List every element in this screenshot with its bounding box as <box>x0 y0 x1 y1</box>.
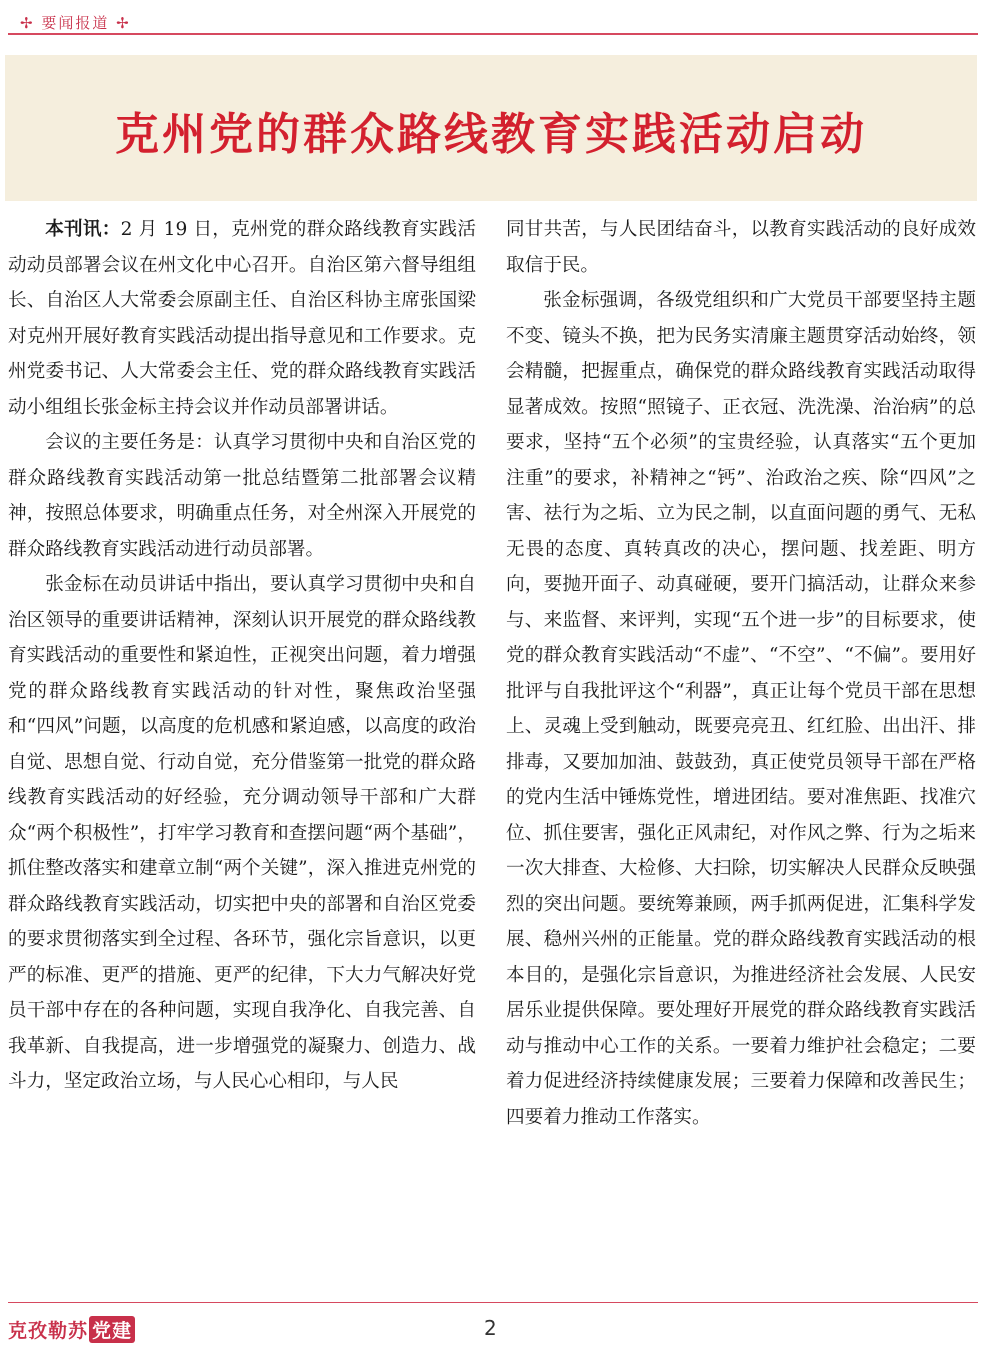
continued-paragraph: 同甘共苦，与人民团结奋斗，以教育实践活动的良好成效取信于民。 <box>506 219 976 276</box>
left-column <box>8 212 476 1100</box>
lead-paragraph <box>8 212 476 425</box>
bottom-divider <box>8 1302 978 1303</box>
title-banner <box>5 55 977 201</box>
paragraph-text: 2 月 19 日，克州党的群众路线教育实践活动动员部署会议在州文化中心召开。自治区第六督导组组长、自治区人大常委会原副主任、自治区科协主席张国梁对克州开展好教育实践活动提出指导意见和工作要求。克州党委书记、人大常委会主任、党的群众路线教育实践活动小组组长张金标主持会议并作动员部署讲话。 <box>8 219 476 418</box>
page-number: 2 <box>484 1316 497 1340</box>
brand-tag: 党建 <box>89 1316 135 1343</box>
brand-text: 克孜勒苏 <box>8 1320 89 1342</box>
paragraph: 张金标强调，各级党组织和广大党员干部要坚持主题不变、镜头不换，把为民务实清廉主题贯穿活动始终，领会精髓，把握重点，确保党的群众路线教育实践活动取得显著成效。按照“照镜子、正衣冠、洗洗澡、治治病”的总要求，坚持“五个必须”的宝贵经验，认真落实“五个更加注重”的要求，补精神之“钙”、治政治之疾、除“四风”之害、祛行为之垢、立为民之制，以直面问题的勇气、无私无畏的态度、真转真改的决心，摆问题、找差距、明方向，要抛开面子、动真碰硬，要开门搞活动，让群众来参与、来监督、来评判，实现“五个进一步”的目标要求，使党的群众教育实践活动“不虚”、“不空”、“不偏”。要用好批评与自我批评这个“利器”，真正让每个党员干部在思想上、灵魂上受到触动，既要亮亮丑、红红脸、出出汗、排排毒，又要加加油、鼓鼓劲，真正使党员领导干部在严格的党内生活中锤炼党性，增进团结。要对准焦距、找准穴位、抓住要害，强化正风肃纪，对作风之弊、行为之垢来一次大排查、大检修、大扫除，切实解决人民群众反映强烈的突出问题。要统筹兼顾，两手抓两促进，汇集科学发展、稳州兴州的正能量。党的群众路线教育实践活动的根本目的，是强化宗旨意识，为推进经济社会发展、人民安居乐业提供保障。要处理好开展党的群众路线教育实践活动与推动中心工作的关系。一要着力维护社会稳定；二要着力促进经济持续健康发展；三要着力保障和改善民生；四要着力推动工作落实。 <box>506 290 976 1128</box>
article-title: 克州党的群众路线教育实践活动启动 <box>115 109 867 160</box>
magazine-logo <box>8 1316 135 1343</box>
section-label: ✢ 要闻报道 ✢ <box>20 14 131 32</box>
lead-label: 本刊讯： <box>45 219 121 240</box>
paragraph: 会议的主要任务是：认真学习贯彻中央和自治区党的群众路线教育实践活动第一批总结暨第二批部署会议精神，按照总体要求，明确重点任务，对全州深入开展党的群众路线教育实践活动进行动员部署。 <box>8 432 476 560</box>
right-column <box>506 212 976 1135</box>
paragraph: 张金标在动员讲话中指出，要认真学习贯彻中央和自治区领导的重要讲话精神，深刻认识开展党的群众路线教育实践活动的重要性和紧迫性，正视突出问题，着力增强党的群众路线教育实践活动的针对性，聚焦政治坚强和“四风”问题，以高度的危机感和紧迫感，以高度的政治自觉、思想自觉、行动自觉，充分借鉴第一批党的群众路线教育实践活动的好经验，充分调动领导干部和广大群众“两个积极性”，打牢学习教育和查摆问题“两个基础”，抓住整改落实和建章立制“两个关键”，深入推进克州党的群众路线教育实践活动，切实把中央的部署和自治区党委的要求贯彻落实到全过程、各环节，强化宗旨意识，以更严的标准、更严的措施、更严的纪律，下大力气解决好党员干部中存在的各种问题，实现自我净化、自我完善、自我革新、自我提高，进一步增强党的凝聚力、创造力、战斗力，坚定政治立场，与人民心心相印，与人民 <box>8 574 476 1092</box>
section-header <box>8 6 978 36</box>
top-divider <box>8 33 978 35</box>
